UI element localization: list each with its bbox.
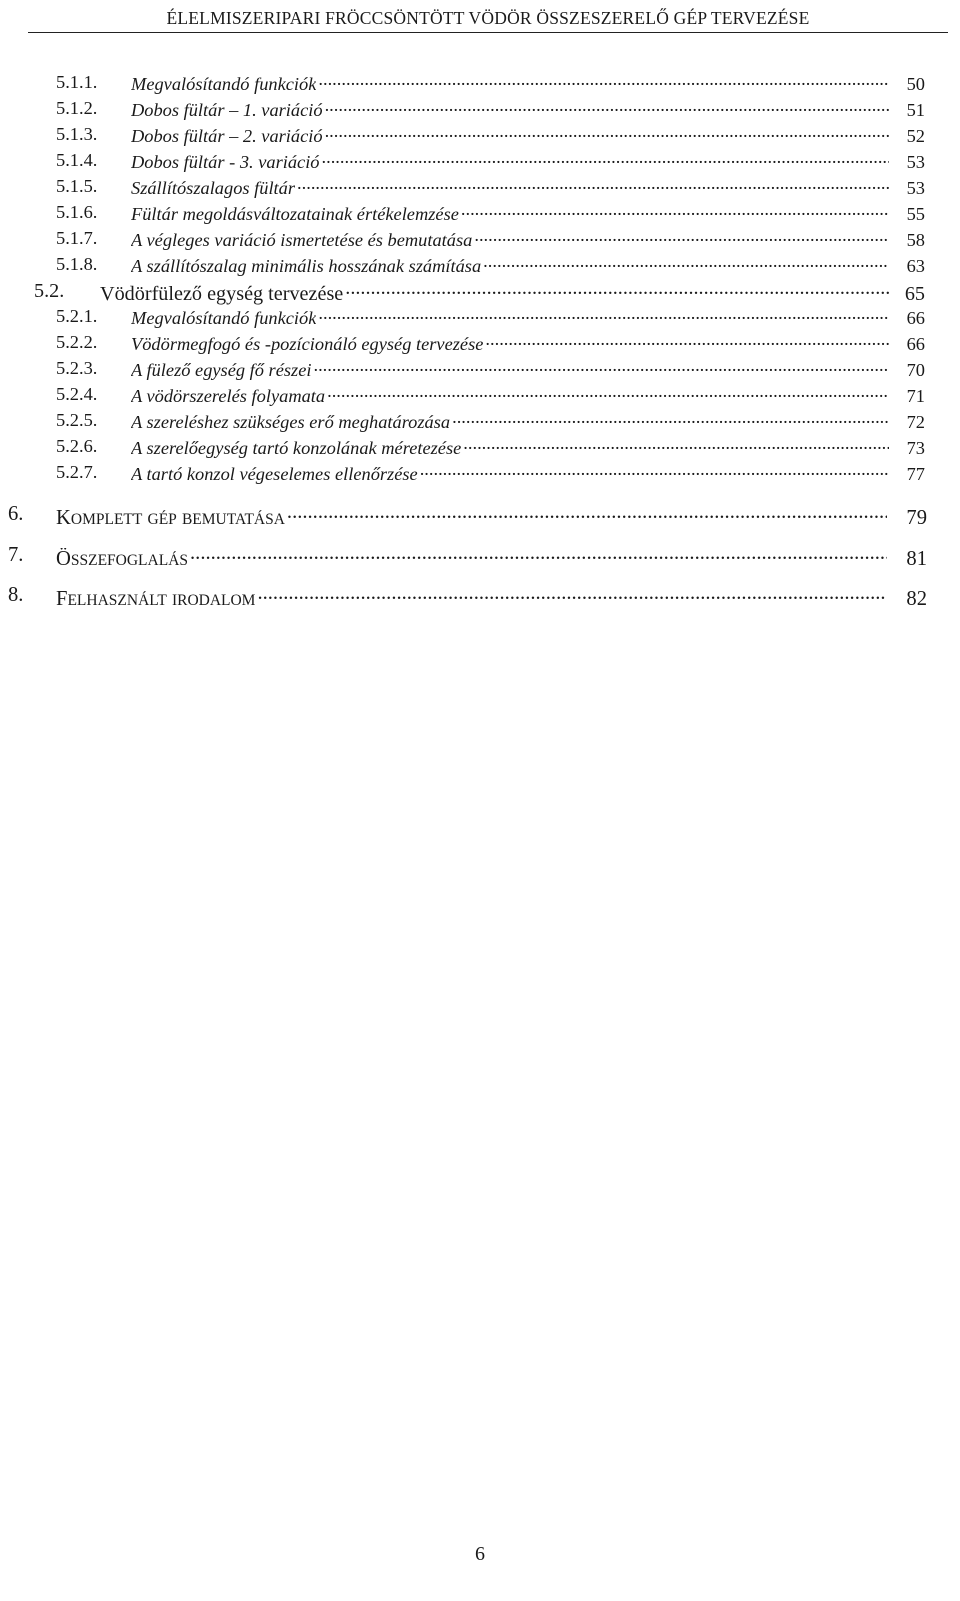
- toc-entry-5-2-1[interactable]: [0, 306, 960, 329]
- toc-entry-number: 5.1.1.: [56, 72, 98, 92]
- toc-entry-5-2-3[interactable]: [0, 358, 960, 381]
- toc-dot-leader: [325, 384, 889, 402]
- toc-entry-number: 8.: [8, 584, 24, 606]
- toc-entry-number: 6.: [8, 503, 24, 525]
- toc-entry-page: 81: [906, 547, 927, 570]
- toc-dot-leader: [323, 124, 889, 142]
- toc-dot-leader: [343, 280, 889, 300]
- toc-dot-leader: [255, 584, 887, 605]
- toc-entry-title: Szállítószalagos fültár: [131, 178, 296, 199]
- toc-dot-leader: [316, 72, 889, 90]
- toc-entry-title: Megvalósítandó funkciók: [131, 74, 317, 95]
- toc-entry-number: 5.2.5.: [56, 410, 98, 430]
- toc-entry-page: 53: [906, 152, 925, 173]
- toc-entry-page: 66: [906, 334, 925, 355]
- toc-entry-5-2-6[interactable]: [0, 436, 960, 459]
- toc-entry-title: Dobos fültár – 1. variáció: [131, 100, 323, 121]
- toc-entry-page: 58: [906, 230, 925, 251]
- toc-entry-5-1-2[interactable]: [0, 98, 960, 121]
- toc-entry-page: 82: [906, 587, 927, 610]
- toc-entry-page: 73: [906, 438, 925, 459]
- toc-entry-title: A tartó konzol végeselemes ellenőrzése: [131, 464, 418, 485]
- toc-entry-page: 63: [906, 256, 925, 277]
- toc-entry-6[interactable]: [0, 503, 960, 530]
- toc-entry-page: 79: [906, 506, 927, 529]
- toc-dot-leader: [481, 254, 889, 272]
- toc-entry-number: 7.: [8, 544, 24, 566]
- toc-entry-5-1-5[interactable]: [0, 176, 960, 199]
- toc-entry-5-1-4[interactable]: [0, 150, 960, 173]
- toc-entry-page: 77: [906, 464, 925, 485]
- toc-dot-leader: [320, 150, 890, 168]
- toc-dot-leader: [418, 462, 889, 480]
- toc-entry-number: 5.1.4.: [56, 150, 98, 170]
- toc-entry-number: 5.1.2.: [56, 98, 98, 118]
- toc-entry-page: 72: [906, 412, 925, 433]
- toc-entry-number: 5.2.: [34, 280, 65, 302]
- toc-entry-page: 55: [906, 204, 925, 225]
- toc-entry-title: A szállítószalag minimális hosszának számítása: [131, 256, 482, 277]
- toc-entry-number: 5.1.7.: [56, 228, 98, 248]
- toc-entry-5-2[interactable]: [0, 280, 960, 306]
- toc-entry-5-2-5[interactable]: [0, 410, 960, 433]
- toc-dot-leader: [188, 544, 887, 565]
- toc-entry-number: 5.1.5.: [56, 176, 98, 196]
- toc-entry-page: 51: [906, 100, 925, 121]
- toc-entry-page: 66: [906, 308, 925, 329]
- toc-entry-5-2-2[interactable]: [0, 332, 960, 355]
- toc-entry-5-1-7[interactable]: [0, 228, 960, 251]
- toc-entry-number: 5.2.3.: [56, 358, 98, 378]
- toc-entry-page: 53: [906, 178, 925, 199]
- toc-entry-title: FELHASZNÁLT IRODALOM: [56, 587, 256, 610]
- toc-entry-5-1-6[interactable]: [0, 202, 960, 225]
- toc-dot-leader: [295, 176, 889, 194]
- toc-dot-leader: [323, 98, 889, 116]
- toc-dot-leader: [450, 410, 889, 428]
- toc-entry-page: 52: [906, 126, 925, 147]
- toc-dot-leader: [285, 503, 887, 524]
- toc-dot-leader: [316, 306, 889, 324]
- toc-entry-title: Vödörmegfogó és -pozícionáló egység tervezése: [131, 334, 484, 355]
- toc-entry-8[interactable]: [0, 584, 960, 611]
- toc-entry-title: A végleges variáció ismertetése és bemutatása: [131, 230, 473, 251]
- toc-entry-title: ÖSSZEFOGLALÁS: [56, 547, 189, 570]
- toc-entry-title: Dobos fültár – 2. variáció: [131, 126, 323, 147]
- toc-entry-page: 70: [906, 360, 925, 381]
- toc-dot-leader: [472, 228, 889, 246]
- toc-entry-number: 5.2.6.: [56, 436, 98, 456]
- toc-entry-title: KOMPLETT GÉP BEMUTATÁSA: [56, 506, 285, 529]
- toc-entry-number: 5.2.2.: [56, 332, 98, 352]
- toc-entry-number: 5.2.7.: [56, 462, 98, 482]
- toc-entry-page: 71: [906, 386, 925, 407]
- header-title: ÉLELMISZERIPARI FRÖCCSÖNTÖTT VÖDÖR ÖSSZESZERELŐ GÉP TERVEZÉSE: [166, 8, 810, 28]
- toc-entry-5-1-3[interactable]: [0, 124, 960, 147]
- toc-entry-title: Vödörfülező egység tervezése: [100, 283, 344, 306]
- toc-entry-title: A vödörszerelés folyamata: [131, 386, 326, 407]
- table-of-contents: [0, 0, 960, 640]
- toc-entry-title: Megvalósítandó funkciók: [131, 308, 317, 329]
- toc-entry-5-1-1[interactable]: [0, 72, 960, 95]
- toc-entry-title: Dobos fültár - 3. variáció: [131, 152, 320, 173]
- toc-entry-5-2-7[interactable]: [0, 462, 960, 485]
- toc-dot-leader: [459, 202, 889, 220]
- toc-entry-5-2-4[interactable]: [0, 384, 960, 407]
- toc-entry-number: 5.1.3.: [56, 124, 98, 144]
- toc-dot-leader: [311, 358, 889, 376]
- page-number: 6: [475, 1543, 485, 1565]
- toc-entry-page: 65: [904, 283, 925, 306]
- toc-entry-number: 5.2.1.: [56, 306, 98, 326]
- toc-entry-5-1-8[interactable]: [0, 254, 960, 277]
- toc-entry-title: Fültár megoldásváltozatainak értékelemzése: [131, 204, 459, 225]
- toc-entry-number: 5.2.4.: [56, 384, 98, 404]
- toc-entry-7[interactable]: [0, 544, 960, 571]
- toc-entry-title: A fülező egység fő részei: [131, 360, 312, 381]
- toc-entry-page: 50: [906, 74, 925, 95]
- toc-entry-title: A szereléshez szükséges erő meghatározása: [131, 412, 451, 433]
- toc-entry-number: 5.1.8.: [56, 254, 98, 274]
- toc-entry-number: 5.1.6.: [56, 202, 98, 222]
- toc-dot-leader: [461, 436, 889, 454]
- toc-entry-title: A szerelőegység tartó konzolának méretezése: [131, 438, 462, 459]
- toc-dot-leader: [483, 332, 889, 350]
